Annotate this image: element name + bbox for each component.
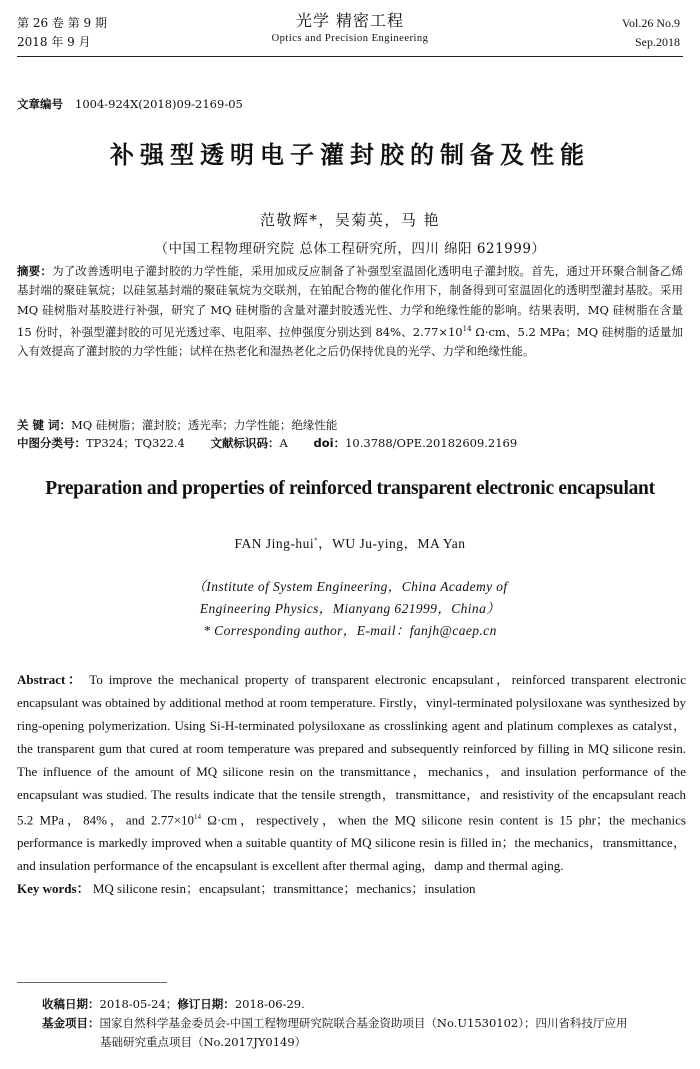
journal-name [200,10,500,46]
doi-value: 10.3788/OPE.20182609.2169 [345,436,518,450]
fund-line [42,1014,690,1052]
header-rule [17,56,683,57]
volume-issue-en: Vol.26 No.9 [621,16,680,30]
received-value: 2018-05-24； [99,997,178,1011]
journal-name-cn: 光学 精密工程 [295,11,405,30]
fund-text-2: 基础研究重点项目（No.2017JY0149） [100,1035,307,1049]
article-number-value: 1004-924X(2018)09-2169-05 [75,97,243,111]
footnotes [42,995,690,1052]
journal-volume-info [17,14,107,52]
abstract-cn-text: 为了改善透明电子灌封胶的力学性能，采用加成反应制备了补强型室温固化透明电子灌封胶。首先，通过开环聚合制备乙烯基封端的聚硅氧烷；以硅氢基封端的聚硅氧烷为交联剂，在铂配合物的催化作用下，制备得到可室温固化的透明型灌封基胶。采用 MQ 硅树脂对基胶进行补强，研究了 MQ 硅树脂的含量对灌封胶透光性、力学和绝缘性能的影响。结果表明，MQ 硅树脂在含量 15 份时，补强型灌封胶的可见光透过率、电阻率、拉伸强度分别达到 84%、2.77×10 [17,264,683,339]
authors-en-rest: ，WU Ju-ying，MA Yan [318,536,466,551]
fund-text-1: 国家自然科学基金委员会-中国工程物理研究院联合基金资助项目（No.U1530102）；四川省科技厅应用 [99,1016,628,1030]
volume-issue: 第 26 卷 第 9 期 [17,16,107,30]
authors-en [0,532,700,552]
affiliation-en-line2: Engineering Physics，Mianyang 621999，China） [199,601,501,616]
abstract-en-text: To improve the mechanical property of transparent electronic encapsulant，reinforced transparent electronic encapsulant was obtained by additional method at room temperature. Firstly，vinyl-terminated polysiloxane was synthesized by ring-opening polymerization. Using Si-H-terminated polysiloxane as crosslinking agent and platinum complexes as catalyst，the transparent gum that cured at room temperature was prepared and subsequently reinforced by filling in MQ silicone resin. The influence of the amount of MQ silicone resin on the transmittance，mechanics，and insulation performance of the encapsulant was studied. The results indicate that the tensile strength，transmittance，and resistivity of the encapsulant reach 5.2 MPa，84%，and 2.77×10 [17,672,686,828]
issue-date-en: Sep.2018 [635,35,680,49]
affiliation-cn: （中国工程物理研究院 总体工程研究所，四川 绵阳 621999） [154,241,546,257]
abstract-cn [17,262,683,361]
received-label: 收稿日期： [42,997,100,1011]
title-cn: 补强型透明电子灌封胶的制备及性能 [110,141,590,169]
doi-label: doi： [313,436,346,450]
journal-name-en: Optics and Precision Engineering [271,33,429,44]
footnote-rule [17,982,167,983]
keywords-en [17,877,686,900]
abstract-en-label: Abstract： [17,672,84,687]
author-first-en: FAN Jing-hui [234,536,315,551]
abstract-cn-exponent: 14 [462,324,472,333]
keywords-cn-label: 关 键 词： [17,418,72,432]
keywords-cn-value: MQ 硅树脂；灌封胶；透光率；力学性能；绝缘性能 [71,418,338,432]
abstract-cn-label: 摘要： [17,264,53,278]
classification-line [17,434,517,452]
issue-date-cn: 2018 年 9 月 [17,35,91,49]
abstract-en-exponent: 14 [194,813,202,821]
affiliation-en [0,576,700,642]
metadata-cn [17,416,517,452]
title-en: Preparation and properties of reinforced transparent electronic encapsulant [45,478,655,499]
article-number-label: 文章编号 [17,97,63,111]
abstract-en [17,668,686,900]
revised-label: 修订日期： [177,997,235,1011]
doc-code-label: 文献标识码： [210,436,280,450]
fund-label: 基金项目： [42,1016,100,1030]
authors-cn: 范敬辉*，吴菊英，马 艳 [259,211,441,229]
corresponding-mark: * [314,536,319,545]
clc-value: TP324；TQ322.4 [86,436,185,450]
revised-value: 2018-06-29. [234,997,305,1011]
corresponding-author: * Corresponding author，E-mail：fanjh@caep.cn [203,623,497,638]
affiliation-en-line1: （Institute of System Engineering，China Academy of [192,579,508,594]
keywords-en-value: MQ silicone resin；encapsulant；transmittance；mechanics；insulation [89,881,476,897]
clc-label: 中图分类号： [17,436,86,450]
keywords-cn [17,416,517,434]
abstract-en-text-end: Ω·cm，respectively，when the MQ silicone resin content is 15 phr；the mechanics performance is markedly improved when a suitable quantity of MQ silicone resin is filled in；the mechanics，transmittance，and insulation performance of the encapsulant is excellent after thermal aging，damp and thermal aging. [17,812,686,874]
doc-code-value: A [279,436,288,450]
keywords-en-label: Key words： [17,881,90,897]
abstract-cn-text-end: Ω·cm、5.2 MPa；MQ 硅树脂的适量加入有效提高了灌封胶的力学性能；试样在热老化和湿热老化之后仍保持优良的光学、力学和绝缘性能。 [17,324,683,359]
dates-line [42,995,690,1014]
journal-volume-info-en [622,14,680,52]
article-number [17,96,243,112]
